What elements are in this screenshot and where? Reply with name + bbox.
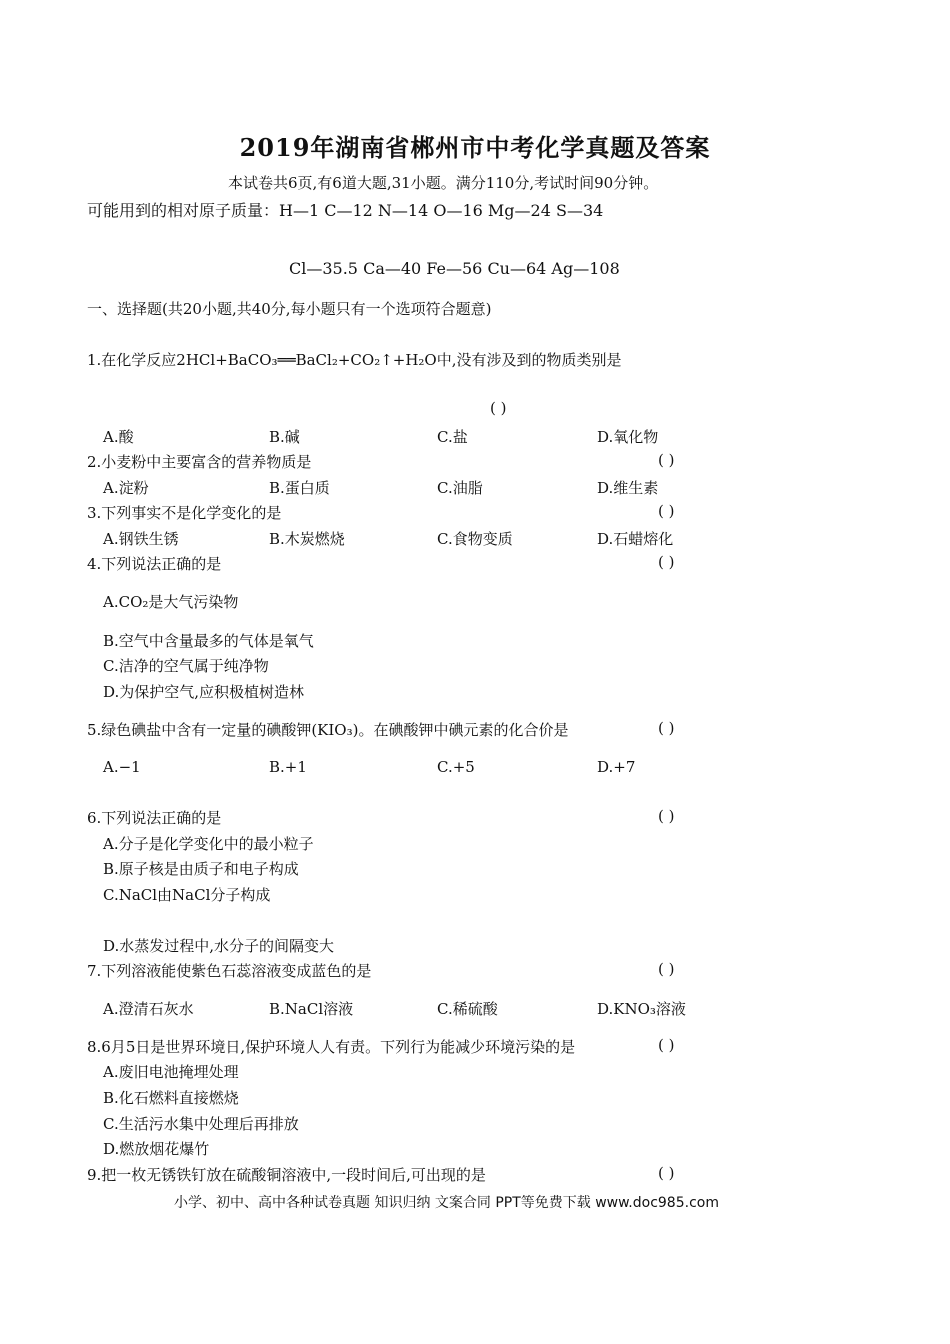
- q4-option-a: A.CO₂是大气污染物: [103, 593, 239, 611]
- q8-option-c: C.生活污水集中处理后再排放: [103, 1115, 299, 1133]
- q2-option-d: D.维生素: [597, 479, 659, 497]
- q2-option-a: A.淀粉: [103, 479, 149, 497]
- q6-stem: 6.下列说法正确的是: [87, 809, 222, 827]
- q6-option-b: B.原子核是由质子和电子构成: [103, 860, 299, 878]
- q2-option-c: C.油脂: [437, 479, 483, 497]
- q4-option-b: B.空气中含量最多的气体是氧气: [103, 632, 314, 650]
- q7-option-d: D.KNO₃溶液: [597, 1000, 686, 1018]
- page-title: 2019年湖南省郴州市中考化学真题及答案: [239, 133, 711, 162]
- q7-answer-blank: ( ): [658, 960, 675, 978]
- q9-answer-blank: ( ): [658, 1164, 675, 1182]
- q1-option-b: B.碱: [269, 428, 300, 446]
- q6-option-d: D.水蒸发过程中,水分子的间隔变大: [103, 937, 335, 955]
- q8-answer-blank: ( ): [658, 1036, 675, 1054]
- q5-stem: 5.绿色碘盐中含有一定量的碘酸钾(KIO₃)。在碘酸钾中碘元素的化合价是: [87, 721, 569, 739]
- section-heading: 一、选择题(共20小题,共40分,每小题只有一个选项符合题意): [87, 300, 492, 318]
- q1-stem: 1.在化学反应2HCl+BaCO₃══BaCl₂+CO₂↑+H₂O中,没有涉及到的物质类别是: [87, 351, 622, 369]
- atomic-mass-line-1: 可能用到的相对原子质量：H—1 C—12 N—14 O—16 Mg—24 S—34: [87, 201, 604, 220]
- q8-option-a: A.废旧电池掩埋处理: [103, 1063, 239, 1081]
- q3-option-d: D.石蜡熔化: [597, 530, 674, 548]
- q5-option-b: B.+1: [269, 758, 307, 776]
- q7-stem: 7.下列溶液能使紫色石蕊溶液变成蓝色的是: [87, 962, 372, 980]
- q3-option-c: C.食物变质: [437, 530, 513, 548]
- q1-option-a: A.酸: [103, 428, 134, 446]
- q5-option-d: D.+7: [597, 758, 636, 776]
- q1-option-d: D.氧化物: [597, 428, 659, 446]
- q3-stem: 3.下列事实不是化学变化的是: [87, 504, 282, 522]
- page-footer: 小学、初中、高中各种试卷真题 知识归纳 文案合同 PPT等免费下载 www.doc985.com: [174, 1195, 719, 1211]
- q6-option-a: A.分子是化学变化中的最小粒子: [103, 835, 314, 853]
- q6-answer-blank: ( ): [658, 807, 675, 825]
- q5-answer-blank: ( ): [658, 719, 675, 737]
- q4-answer-blank: ( ): [658, 553, 675, 571]
- q8-stem: 8.6月5日是世界环境日,保护环境人人有责。下列行为能减少环境污染的是: [87, 1038, 576, 1056]
- exam-info: 本试卷共6页,有6道大题,31小题。满分110分,考试时间90分钟。: [228, 174, 659, 192]
- q5-option-c: C.+5: [437, 758, 475, 776]
- q8-option-b: B.化石燃料直接燃烧: [103, 1089, 239, 1107]
- q4-option-d: D.为保护空气,应积极植树造林: [103, 683, 305, 701]
- q2-option-b: B.蛋白质: [269, 479, 330, 497]
- q2-answer-blank: ( ): [658, 451, 675, 469]
- q3-answer-blank: ( ): [658, 502, 675, 520]
- atomic-mass-line-2: Cl—35.5 Ca—40 Fe—56 Cu—64 Ag—108: [289, 259, 620, 278]
- q9-stem: 9.把一枚无锈铁钉放在硫酸铜溶液中,一段时间后,可出现的是: [87, 1166, 486, 1184]
- q4-stem: 4.下列说法正确的是: [87, 555, 222, 573]
- q4-option-c: C.洁净的空气属于纯净物: [103, 657, 269, 675]
- q1-option-c: C.盐: [437, 428, 468, 446]
- q7-option-c: C.稀硫酸: [437, 1000, 498, 1018]
- q2-stem: 2.小麦粉中主要富含的营养物质是: [87, 453, 312, 471]
- q6-option-c: C.NaCl由NaCl分子构成: [103, 886, 271, 904]
- q7-option-a: A.澄清石灰水: [103, 1000, 194, 1018]
- q7-option-b: B.NaCl溶液: [269, 1000, 354, 1018]
- q5-option-a: A.−1: [103, 758, 141, 776]
- q1-answer-blank: ( ): [490, 399, 507, 417]
- q3-option-b: B.木炭燃烧: [269, 530, 345, 548]
- q8-option-d: D.燃放烟花爆竹: [103, 1140, 210, 1158]
- q3-option-a: A.钢铁生锈: [103, 530, 179, 548]
